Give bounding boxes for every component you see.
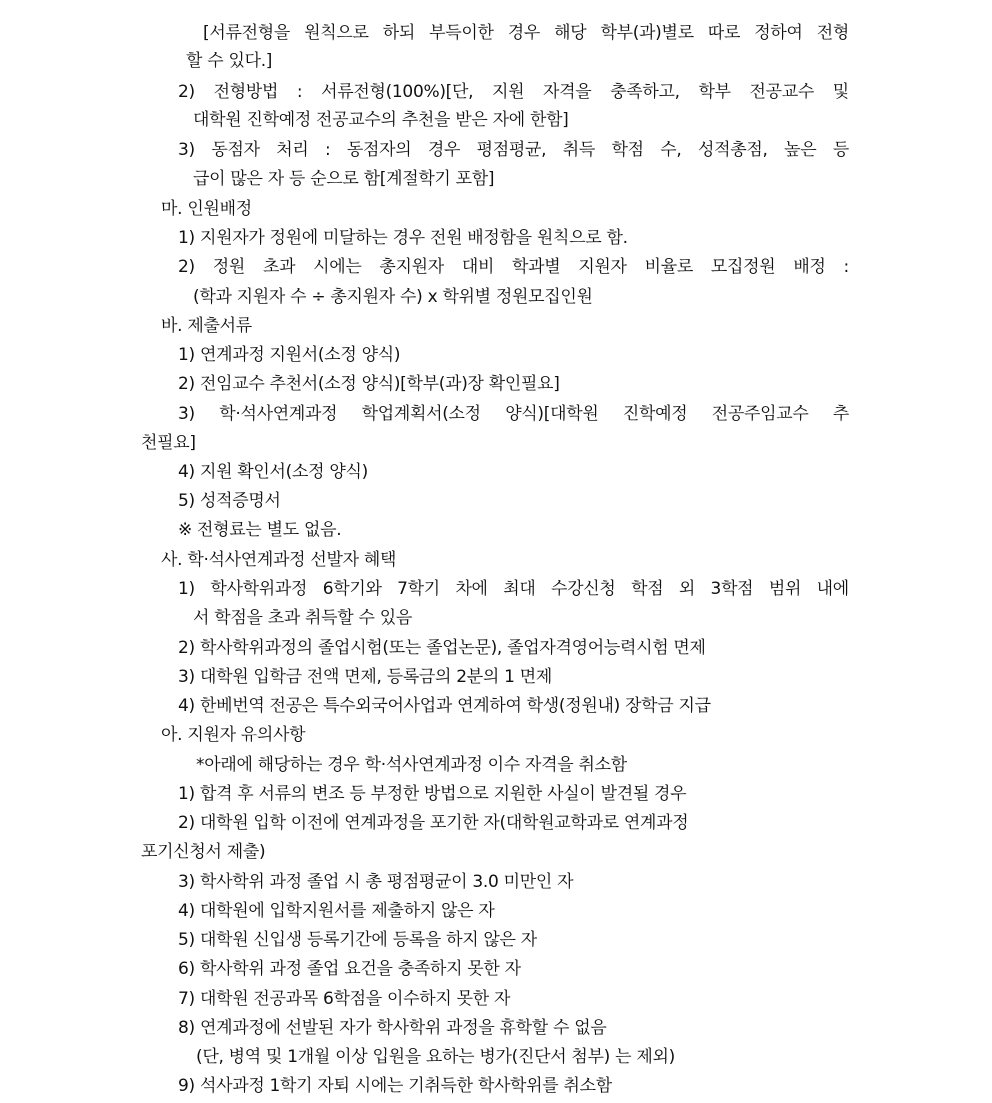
documents-item-1: 1) 연계과정 지원서(소정 양식) bbox=[178, 345, 401, 365]
line-word: 배정 bbox=[793, 257, 826, 277]
line-word: 동점자 bbox=[211, 140, 260, 160]
line-word: 초과 bbox=[262, 257, 296, 277]
tie-breaking-line-2: 급이 많은 자 등 순으로 함[계절학기 포함] bbox=[193, 169, 495, 189]
cautions-item-9: 9) 석사과정 1학기 자퇴 시에는 기취득한 학사학위를 취소함 bbox=[178, 1076, 612, 1096]
documents-item-2: 2) 전임교수 추천서(소정 양식)[학부(과)장 확인필요] bbox=[178, 374, 560, 394]
documents-item-3-line-2: 천필요] bbox=[141, 433, 196, 453]
line-word: 3) bbox=[178, 140, 195, 160]
line-word: 학과별 bbox=[512, 257, 561, 277]
line-word: 정하여 bbox=[754, 23, 803, 43]
line-word: 취득 bbox=[562, 140, 596, 160]
documents-note: ※ 전형료는 별도 없음. bbox=[178, 520, 342, 540]
line-word: [서류전형을 bbox=[203, 23, 290, 43]
line-word: 부득이한 bbox=[429, 23, 494, 43]
tie-breaking-line-1 bbox=[178, 139, 849, 163]
cautions-item-2-line-2: 포기신청서 제출) bbox=[141, 842, 266, 862]
line-word: 동점자의 bbox=[346, 140, 412, 160]
line-word: 차에 bbox=[455, 579, 488, 599]
line-word: 자격을 bbox=[543, 82, 592, 102]
documents-item-5: 5) 성적증명서 bbox=[178, 491, 281, 511]
benefits-item-4: 4) 한베번역 전공은 특수외국어사업과 연계하여 학생(정원내) 장학금 지급 bbox=[178, 696, 711, 716]
line-word: 학점 bbox=[611, 140, 644, 160]
documents-item-4: 4) 지원 확인서(소정 양식) bbox=[178, 462, 368, 482]
line-word: 전공교수 bbox=[749, 82, 815, 102]
allocation-item-1: 1) 지원자가 정원에 미달하는 경우 전원 배정함을 원칙으로 함. bbox=[178, 228, 628, 248]
cautions-item-6: 6) 학사학위 과정 졸업 요건을 충족하지 못한 자 bbox=[178, 959, 521, 979]
line-word: 비율로 bbox=[644, 257, 693, 277]
line-word: 경우 bbox=[427, 140, 461, 160]
line-word: 하되 bbox=[382, 23, 415, 43]
cautions-item-3: 3) 학사학위 과정 졸업 시 총 평점평균이 3.0 미만인 자 bbox=[178, 872, 574, 892]
line-word: 학사학위과정 bbox=[210, 579, 308, 599]
line-word: 학·석사연계과정 bbox=[219, 404, 338, 424]
selection-method-line-1 bbox=[178, 81, 849, 105]
line-word: 전형방법 bbox=[213, 82, 279, 102]
line-word: : bbox=[324, 140, 331, 160]
cautions-item-8: 8) 연계과정에 선발된 자가 학사학위 과정을 휴학할 수 없음 bbox=[178, 1018, 607, 1038]
line-word: 및 bbox=[832, 82, 849, 102]
benefits-item-1-line-2: 서 학점을 초과 취득할 수 있음 bbox=[193, 608, 412, 628]
line-word: 최대 bbox=[503, 579, 536, 599]
intro-line-1 bbox=[203, 22, 849, 46]
line-word: 진학예정 bbox=[622, 404, 688, 424]
line-word: 지원자 bbox=[578, 257, 627, 277]
line-word: 대비 bbox=[461, 257, 495, 277]
line-word: 경우 bbox=[507, 23, 540, 43]
line-word: 2) bbox=[178, 257, 195, 277]
documents-item-3-line-1 bbox=[178, 403, 849, 427]
cautions-item-2: 2) 대학원 입학 이전에 연계과정을 포기한 자(대학원교학과로 연계과정 bbox=[178, 813, 689, 833]
line-word: 학업계획서(소정 bbox=[361, 404, 481, 424]
line-word: 1) bbox=[178, 579, 195, 599]
allocation-item-2-line-1 bbox=[178, 256, 849, 280]
cautions-item-7: 7) 대학원 전공과목 6학점을 이수하지 못한 자 bbox=[178, 989, 511, 1009]
line-word: 해당 bbox=[554, 23, 587, 43]
line-word: 양식)[대학원 bbox=[505, 404, 599, 424]
line-word: 평점평균, bbox=[476, 140, 547, 160]
cautions-item-5: 5) 대학원 신입생 등록기간에 등록을 하지 않은 자 bbox=[178, 930, 537, 950]
line-word: 외 bbox=[678, 579, 695, 599]
intro-line-2: 할 수 있다.] bbox=[186, 51, 273, 71]
benefits-item-3: 3) 대학원 입학금 전액 면제, 등록금의 2분의 1 면제 bbox=[178, 667, 553, 687]
line-word: 등 bbox=[832, 140, 849, 160]
line-word: 처리 bbox=[276, 140, 309, 160]
line-word: 지원 bbox=[491, 82, 525, 102]
line-word: 내에 bbox=[816, 579, 849, 599]
selection-method-line-2: 대학원 진학예정 전공교수의 추천을 받은 자에 한함] bbox=[193, 110, 569, 130]
line-word: 추 bbox=[832, 404, 849, 424]
line-word: 범위 bbox=[768, 579, 802, 599]
cautions-item-8-line-2: (단, 병역 및 1개월 이상 입원을 요하는 병가(진단서 첨부) 는 제외) bbox=[196, 1047, 675, 1067]
line-word: 충족하고, bbox=[610, 82, 680, 102]
line-word: 모집정원 bbox=[710, 257, 776, 277]
line-word: 6학기와 bbox=[322, 579, 382, 599]
line-word: 3) bbox=[178, 404, 195, 424]
line-word: 높은 bbox=[784, 140, 817, 160]
line-word: 전형 bbox=[816, 23, 849, 43]
line-word: 학부(과)별로 bbox=[600, 23, 694, 43]
section-heading-cautions: 아. 지원자 유의사항 bbox=[161, 725, 306, 745]
line-word: 따로 bbox=[707, 23, 741, 43]
section-heading-documents: 바. 제출서류 bbox=[161, 316, 252, 336]
line-word: 성적총점, bbox=[698, 140, 768, 160]
section-heading-allocation: 마. 인원배정 bbox=[161, 199, 252, 219]
line-word: 서류전형(100%)[단, bbox=[321, 82, 474, 102]
cautions-item-1: 1) 합격 후 서류의 변조 등 부정한 방법으로 지원한 사실이 발견될 경우 bbox=[178, 784, 687, 804]
line-word: : bbox=[843, 257, 849, 277]
section-heading-benefits: 사. 학·석사연계과정 선발자 혜택 bbox=[161, 550, 397, 570]
line-word: 7학기 bbox=[397, 579, 440, 599]
line-word: 전공주임교수 bbox=[711, 404, 809, 424]
line-word: 3학점 bbox=[710, 579, 754, 599]
line-word: 학부 bbox=[698, 82, 731, 102]
cautions-item-4: 4) 대학원에 입학지원서를 제출하지 않은 자 bbox=[178, 901, 495, 921]
line-word: 수강신청 bbox=[551, 579, 616, 599]
line-word: 정원 bbox=[212, 257, 246, 277]
line-word: : bbox=[296, 82, 303, 102]
benefits-item-1-line-1 bbox=[178, 578, 849, 602]
line-word: 학점 bbox=[631, 579, 664, 599]
allocation-item-2-line-2: (학과 지원자 수 ÷ 총지원자 수) x 학위별 정원모집인원 bbox=[193, 287, 593, 307]
benefits-item-2: 2) 학사학위과정의 졸업시험(또는 졸업논문), 졸업자격영어능력시험 면제 bbox=[178, 638, 706, 658]
line-word: 총지원자 bbox=[379, 257, 444, 277]
line-word: 2) bbox=[178, 82, 195, 102]
line-word: 원칙으로 bbox=[304, 23, 369, 43]
line-word: 시에는 bbox=[313, 257, 362, 277]
line-word: 수, bbox=[660, 140, 682, 160]
cautions-intro: *아래에 해당하는 경우 학·석사연계과정 이수 자격을 취소함 bbox=[196, 755, 627, 775]
